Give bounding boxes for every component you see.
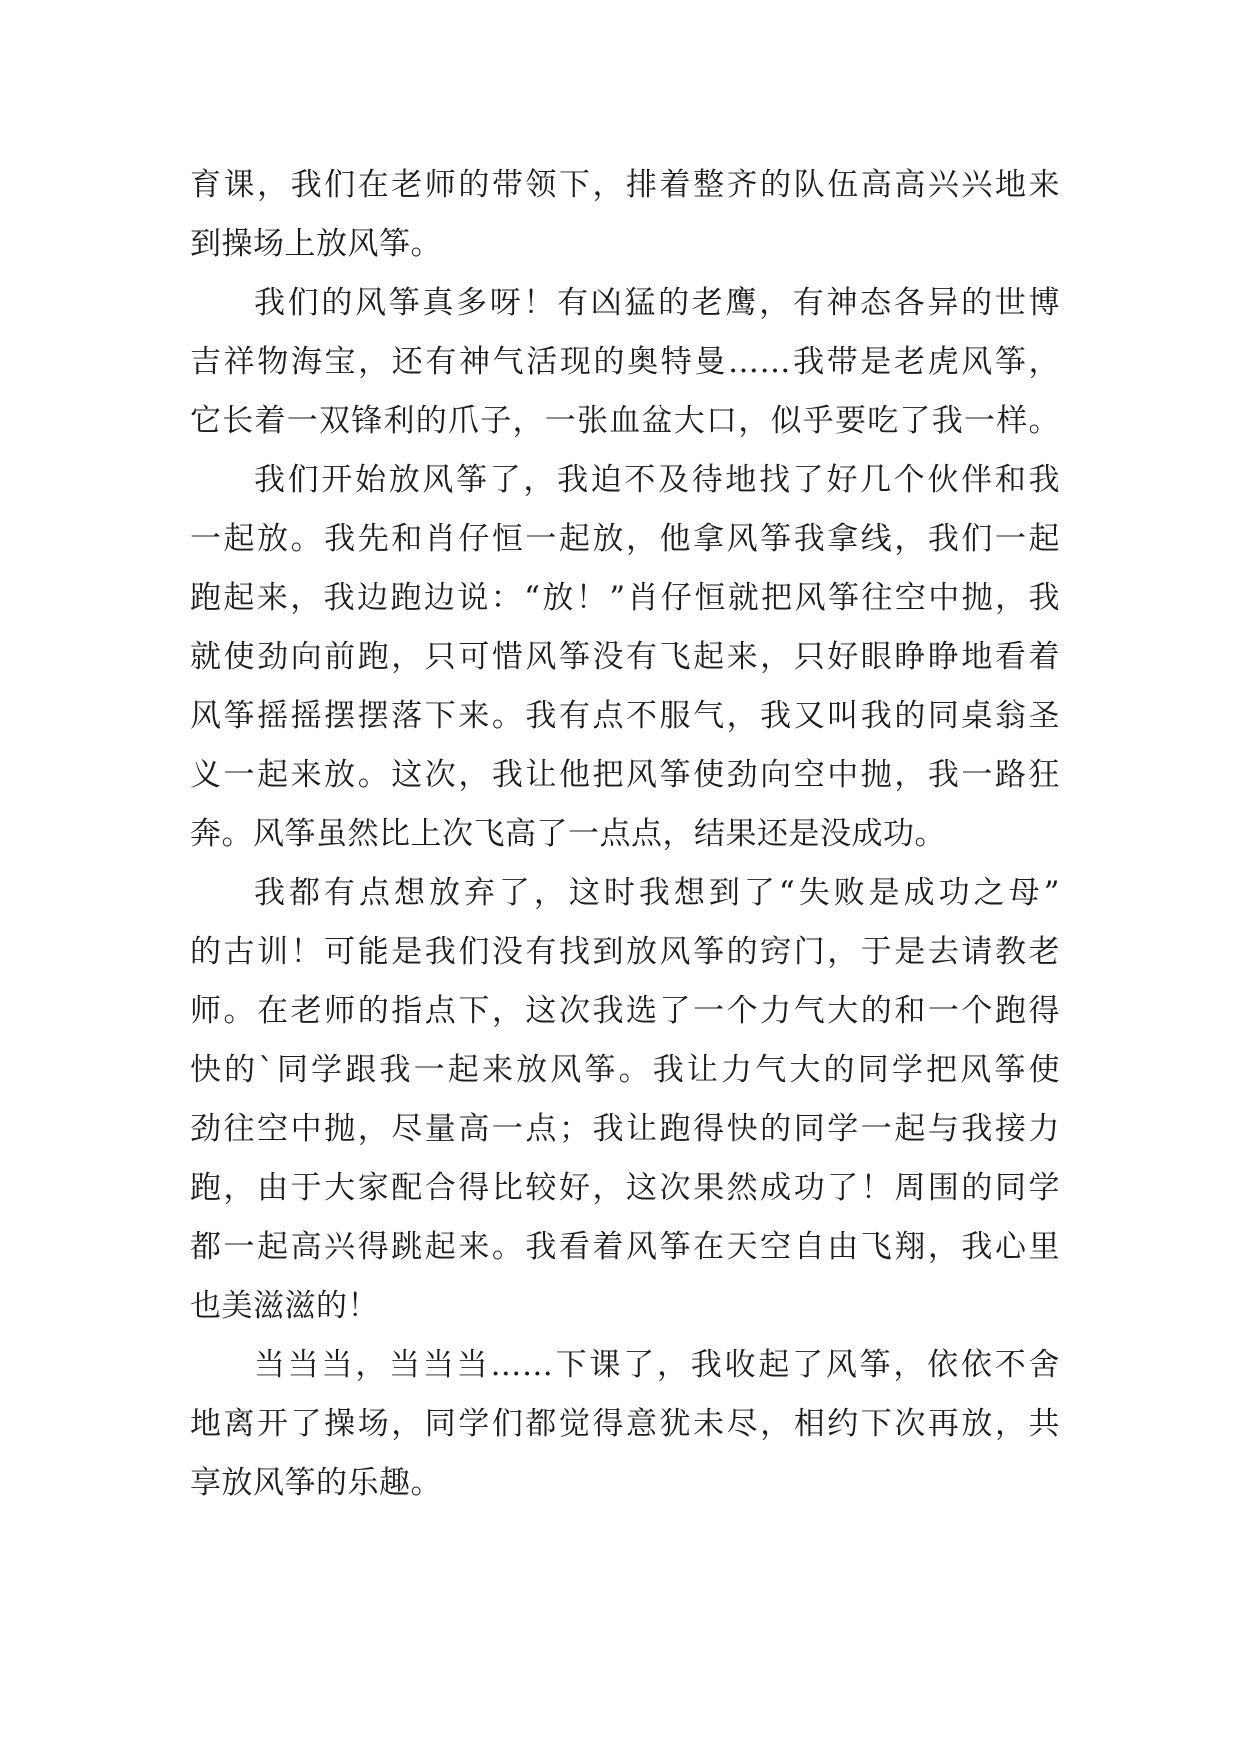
- text-line: 跑起来，我边跑边说：“放！”肖仔恒就把风筝往空中抛，我: [190, 580, 1060, 616]
- text-line: 义一起来放。这次，我让他把风筝使劲向空中抛，我一路狂: [190, 757, 1060, 793]
- text-line: 师。在老师的指点下，这次我选了一个力气大的和一个跑得: [190, 993, 1060, 1029]
- text-line: 它长着一双锋利的爪子，一张血盆大口，似乎要吃了我一样。: [190, 403, 1060, 439]
- text-line: 育课，我们在老师的带领下，排着整齐的队伍高高兴兴地来: [190, 167, 1060, 203]
- text-line: 地离开了操场，同学们都觉得意犹未尽，相约下次再放，共: [190, 1406, 1060, 1442]
- text-line: 都一起高兴得跳起来。我看着风筝在天空自由飞翔，我心里: [190, 1229, 1060, 1265]
- paragraph-first-line: 我们的风筝真多呀！有凶猛的老鹰，有神态各异的世博: [254, 285, 1060, 321]
- text-line: 也美滋滋的！: [190, 1288, 379, 1324]
- text-line: 到操场上放风筝。: [190, 226, 442, 262]
- paragraph-first-line: 我都有点想放弃了，这时我想到了“失败是成功之母”: [254, 875, 1060, 911]
- text-line: 的古训！可能是我们没有找到放风筝的窍门，于是去请教老: [190, 934, 1060, 970]
- essay-body: [190, 156, 1060, 1513]
- text-line: 风筝摇摇摆摆落下来。我有点不服气，我又叫我的同桌翁圣: [190, 698, 1060, 734]
- text-line: 享放风筝的乐趣。: [190, 1465, 442, 1501]
- text-line: 跑，由于大家配合得比较好，这次果然成功了！周围的同学: [190, 1170, 1060, 1206]
- paragraph-first-line: 我们开始放风筝了，我迫不及待地找了好几个伙伴和我: [254, 462, 1060, 498]
- text-line: 奔。风筝虽然比上次飞高了一点点，结果还是没成功。: [190, 816, 946, 852]
- text-line: 劲往空中抛，尽量高一点；我让跑得快的同学一起与我接力: [190, 1111, 1060, 1147]
- text-line: 吉祥物海宝，还有神气活现的奥特曼……我带是老虎风筝，: [190, 344, 1060, 380]
- text-line: 就使劲向前跑，只可惜风筝没有飞起来，只好眼睁睁地看着: [190, 639, 1060, 675]
- text-line: 快的`同学跟我一起来放风筝。我让力气大的同学把风筝使: [190, 1052, 1060, 1088]
- text-line: 一起放。我先和肖仔恒一起放，他拿风筝我拿线，我们一起: [190, 521, 1060, 557]
- paragraph-first-line: 当当当，当当当……下课了，我收起了风筝，依依不舍: [254, 1347, 1060, 1383]
